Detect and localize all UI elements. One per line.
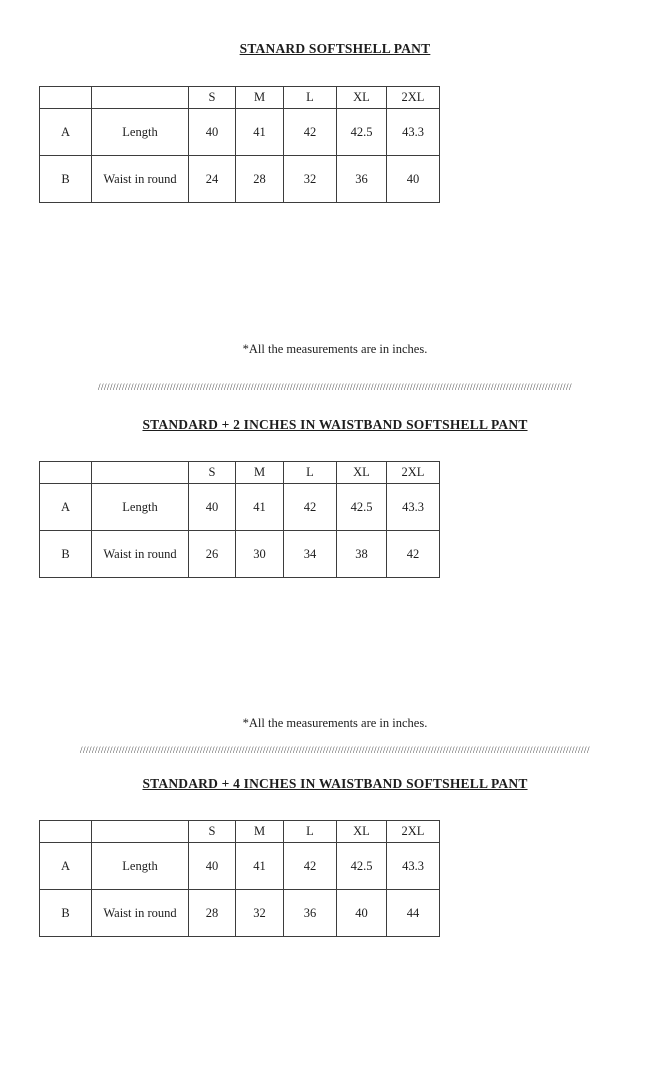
table-row-waist <box>40 890 440 937</box>
value-cell: 42 <box>284 109 337 156</box>
size-table-plus-2-inches <box>39 461 440 578</box>
measurement-note: *All the measurements are in inches. <box>242 716 428 730</box>
measure-label-cell: Length <box>92 843 189 890</box>
header-cell-blank <box>40 87 92 109</box>
table-header-row <box>40 821 440 843</box>
header-cell-size-xl: XL <box>337 462 387 484</box>
value-cell: 38 <box>337 531 387 578</box>
measure-label-cell: Waist in round <box>92 531 189 578</box>
header-cell-blank <box>40 821 92 843</box>
measure-label-cell: Length <box>92 109 189 156</box>
size-table-plus-4-inches <box>39 820 440 937</box>
value-cell: 42 <box>387 531 440 578</box>
value-cell: 43.3 <box>387 109 440 156</box>
measure-label-cell: Waist in round <box>92 156 189 203</box>
header-cell-size-l: L <box>284 87 337 109</box>
measure-label-cell: Waist in round <box>92 890 189 937</box>
value-cell: 42 <box>284 843 337 890</box>
header-cell-size-s: S <box>189 462 236 484</box>
document-page <box>0 41 670 937</box>
value-cell: 42.5 <box>337 484 387 531</box>
header-cell-size-s: S <box>189 821 236 843</box>
row-key-cell: B <box>40 156 92 203</box>
value-cell: 41 <box>236 109 284 156</box>
table-header-row <box>40 87 440 109</box>
table-row-waist <box>40 156 440 203</box>
value-cell: 42.5 <box>337 843 387 890</box>
value-cell: 41 <box>236 843 284 890</box>
slash-divider: ////////////////////////////////////////////////////////////////////////////////////////////////////////////////////////////////////////////////////////////////////////// <box>79 745 591 755</box>
header-cell-blank <box>92 821 189 843</box>
header-cell-size-m: M <box>236 821 284 843</box>
header-cell-size-m: M <box>236 87 284 109</box>
row-key-cell: A <box>40 843 92 890</box>
value-cell: 40 <box>189 843 236 890</box>
section-title-plus-2-inches: STANDARD + 2 INCHES IN WAISTBAND SOFTSHELL PANT <box>142 417 528 432</box>
value-cell: 40 <box>337 890 387 937</box>
row-key-cell: A <box>40 109 92 156</box>
header-cell-blank <box>92 462 189 484</box>
header-cell-size-l: L <box>284 821 337 843</box>
value-cell: 43.3 <box>387 843 440 890</box>
header-cell-size-s: S <box>189 87 236 109</box>
row-key-cell: B <box>40 531 92 578</box>
value-cell: 30 <box>236 531 284 578</box>
value-cell: 40 <box>189 109 236 156</box>
value-cell: 36 <box>337 156 387 203</box>
slash-divider: ////////////////////////////////////////////////////////////////////////////////////////////////////////////////////////////////////////////////////////////// <box>97 382 573 392</box>
value-cell: 32 <box>236 890 284 937</box>
value-cell: 28 <box>189 890 236 937</box>
value-cell: 32 <box>284 156 337 203</box>
header-cell-size-2xl: 2XL <box>387 462 440 484</box>
header-cell-size-l: L <box>284 462 337 484</box>
value-cell: 41 <box>236 484 284 531</box>
value-cell: 40 <box>189 484 236 531</box>
header-cell-blank <box>40 462 92 484</box>
header-cell-blank <box>92 87 189 109</box>
row-key-cell: A <box>40 484 92 531</box>
value-cell: 34 <box>284 531 337 578</box>
header-cell-size-2xl: 2XL <box>387 821 440 843</box>
value-cell: 42 <box>284 484 337 531</box>
table-header-row <box>40 462 440 484</box>
value-cell: 36 <box>284 890 337 937</box>
row-key-cell: B <box>40 890 92 937</box>
table-row-length <box>40 484 440 531</box>
size-table-standard <box>39 86 440 203</box>
measurement-note: *All the measurements are in inches. <box>242 342 428 356</box>
value-cell: 40 <box>387 156 440 203</box>
header-cell-size-m: M <box>236 462 284 484</box>
measure-label-cell: Length <box>92 484 189 531</box>
value-cell: 44 <box>387 890 440 937</box>
table-row-waist <box>40 531 440 578</box>
header-cell-size-2xl: 2XL <box>387 87 440 109</box>
table-row-length <box>40 109 440 156</box>
value-cell: 42.5 <box>337 109 387 156</box>
table-row-length <box>40 843 440 890</box>
section-title-standard: STANARD SOFTSHELL PANT <box>239 41 431 56</box>
value-cell: 28 <box>236 156 284 203</box>
header-cell-size-xl: XL <box>337 87 387 109</box>
value-cell: 24 <box>189 156 236 203</box>
value-cell: 43.3 <box>387 484 440 531</box>
value-cell: 26 <box>189 531 236 578</box>
header-cell-size-xl: XL <box>337 821 387 843</box>
section-title-plus-4-inches: STANDARD + 4 INCHES IN WAISTBAND SOFTSHELL PANT <box>142 776 528 791</box>
